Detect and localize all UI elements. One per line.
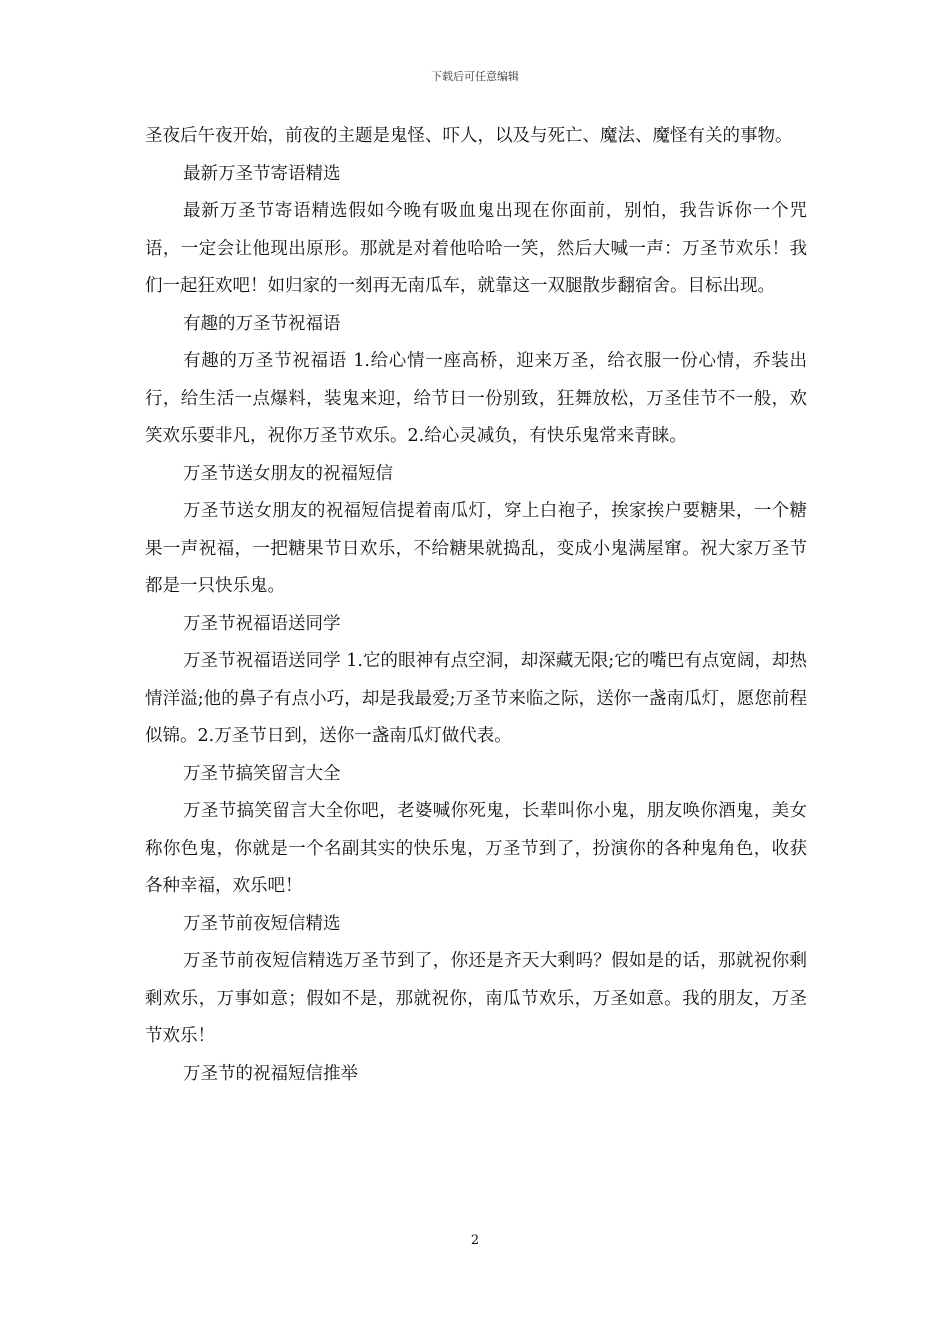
paragraph: 万圣节送女朋友的祝福短信提着南瓜灯，穿上白袍子，挨家挨户要糖果，一个糖果一声祝福，一把糖果节日欢乐，不给糖果就捣乱，变成小鬼满屋窜。祝大家万圣节都是一只快乐鬼。 bbox=[145, 501, 807, 596]
page-number: 2 bbox=[470, 1233, 480, 1248]
section-heading: 万圣节前夜短信精选 bbox=[183, 913, 341, 934]
section-heading: 万圣节送女朋友的祝福短信 bbox=[183, 463, 393, 484]
paragraph: 万圣节前夜短信精选万圣节到了，你还是齐天大剩吗？假如是的话，那就祝你剩剩欢乐，万事如意；假如不是，那就祝你，南瓜节欢乐，万圣如意。我的朋友，万圣节欢乐！ bbox=[145, 951, 807, 1046]
paragraph: 最新万圣节寄语精选假如今晚有吸血鬼出现在你面前，别怕，我告诉你一个咒语，一定会让他现出原形。那就是对着他哈哈一笑，然后大喊一声：万圣节欢乐！我们一起狂欢吧！如归家的一刻再无南瓜车，就靠这一双腿散步翻宿舍。目标出现。 bbox=[145, 201, 807, 296]
section-heading: 最新万圣节寄语精选 bbox=[183, 163, 341, 184]
paragraph: 圣夜后午夜开始，前夜的主题是鬼怪、吓人，以及与死亡、魔法、魔怪有关的事物。 bbox=[145, 126, 793, 146]
section-heading: 万圣节祝福语送同学 bbox=[183, 613, 341, 634]
section-heading: 万圣节的祝福短信推举 bbox=[183, 1063, 358, 1084]
section-heading: 万圣节搞笑留言大全 bbox=[183, 763, 341, 784]
document-body bbox=[145, 118, 807, 1093]
section-heading: 有趣的万圣节祝福语 bbox=[183, 313, 341, 334]
page-header: 下载后可任意编辑 bbox=[431, 70, 519, 83]
paragraph: 万圣节祝福语送同学 1.它的眼神有点空洞，却深藏无限;它的嘴巴有点宽阔，却热情洋溢;他的鼻子有点小巧，却是我最爱;万圣节来临之际，送你一盏南瓜灯，愿您前程似锦。2.万圣节日到，送你一盏南瓜灯做代表。 bbox=[145, 651, 807, 746]
paragraph: 有趣的万圣节祝福语 1.给心情一座高桥，迎来万圣，给衣服一份心情，乔装出行，给生活一点爆料，装鬼来迎，给节日一份别致，狂舞放松，万圣佳节不一般，欢笑欢乐要非凡，祝你万圣节欢乐。2.给心灵减负，有快乐鬼常来青睐。 bbox=[145, 351, 807, 446]
paragraph: 万圣节搞笑留言大全你吧，老婆喊你死鬼，长辈叫你小鬼，朋友唤你酒鬼，美女称你色鬼，你就是一个名副其实的快乐鬼，万圣节到了，扮演你的各种鬼角色，收获各种幸福，欢乐吧！ bbox=[145, 801, 807, 896]
